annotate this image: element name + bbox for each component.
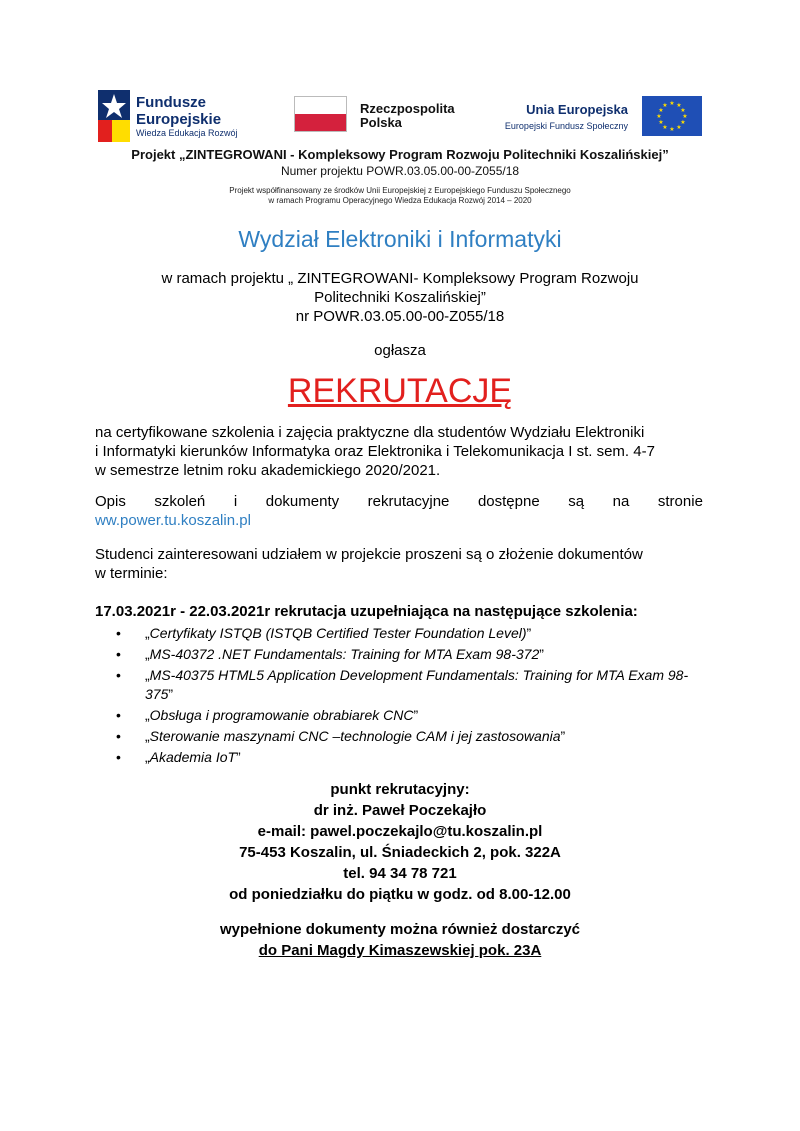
svg-text:★: ★ bbox=[676, 124, 682, 131]
documents-info bbox=[95, 492, 703, 530]
list-item: • „Obsługa i programowanie obrabiarek CNC” bbox=[116, 707, 419, 723]
unia-europejska-logo bbox=[504, 96, 702, 136]
recruitment-headline: REKRUTACJĘ bbox=[287, 372, 513, 410]
contact-person: dr inż. Paweł Poczekajło bbox=[313, 802, 487, 819]
description-line: w semestrze letnim roku akademickiego 2020/2021. bbox=[95, 462, 441, 479]
contact-heading: punkt rekrutacyjny: bbox=[330, 781, 470, 798]
submission-request: Studenci zainteresowani udziałem w projekcie proszeni są o złożenie dokumentów w terminie: bbox=[95, 546, 643, 582]
announces-text: ogłasza bbox=[374, 342, 426, 359]
svg-text:★: ★ bbox=[656, 113, 662, 120]
fe-logo-tagline: Wiedza Edukacja Rozwój bbox=[136, 128, 238, 138]
list-item: • „MS-40372 .NET Fundamentals: Training for MTA Exam 98-372” bbox=[116, 646, 544, 662]
faculty-title: Wydział Elektroniki i Informatyki bbox=[238, 226, 562, 252]
svg-text:★: ★ bbox=[682, 113, 688, 120]
rzeczpospolita-logo bbox=[294, 96, 464, 136]
recruitment-contact bbox=[0, 779, 800, 905]
svg-text:★: ★ bbox=[676, 102, 682, 109]
project-intro: w ramach projektu „ ZINTEGROWANI- Kompleksowy Program Rozwoju Politechniki Koszalińskiej” nr POWR.03.05.00-00-Z055/18 bbox=[161, 270, 639, 325]
fe-logo-name: Fundusze Europejskie bbox=[136, 94, 222, 128]
course-list bbox=[116, 624, 706, 769]
svg-text:★: ★ bbox=[680, 107, 686, 114]
svg-text:★: ★ bbox=[669, 126, 675, 133]
rp-logo-name: Rzeczpospolita Polska bbox=[360, 101, 455, 130]
project-number: Numer projektu POWR.03.05.00-00-Z055/18 bbox=[280, 164, 520, 178]
documents-delivery-note: wypełnione dokumenty można również dostarczyć do Pani Magdy Kimaszewskiej pok. 23A bbox=[219, 921, 581, 959]
project-website-link[interactable]: ww.power.tu.koszalin.pl bbox=[95, 512, 251, 529]
ue-logo-fund: Europejski Fundusz Społeczny bbox=[504, 121, 628, 131]
project-title: Projekt „ZINTEGROWANI - Kompleksowy Program Rozwoju Politechniki Koszalińskiej” bbox=[131, 147, 669, 162]
ue-logo-name: Unia Europejska bbox=[526, 102, 628, 117]
list-item: • „Sterowanie maszynami CNC –technologie CAM i jej zastosowania” bbox=[116, 728, 566, 744]
svg-text:★: ★ bbox=[662, 124, 668, 131]
svg-text:★: ★ bbox=[669, 100, 675, 107]
eu-flag-icon bbox=[642, 96, 702, 136]
contact-phone: tel. 94 34 78 721 bbox=[343, 865, 457, 882]
logo-bar bbox=[98, 88, 702, 144]
description-line: na certyfikowane szkolenia i zajęcia praktyczne dla studentów Wydziału Elektroniki bbox=[95, 424, 645, 441]
contact-hours: od poniedziałku do piątku w godz. od 8.00-12.00 bbox=[229, 886, 571, 903]
documents-info-line: Opis szkoleń i dokumenty rekrutacyjne dostępne są na stronie bbox=[95, 493, 703, 510]
list-item: • „Akademia IoT” bbox=[116, 749, 241, 765]
poland-flag-icon bbox=[294, 96, 347, 132]
svg-text:★: ★ bbox=[658, 119, 664, 126]
cofinancing-note: Projekt współfinansowany ze środków Unii Europejskiej z Europejskiego Funduszu Społecznego w ramach Programu Operacyjnego Wiedza Edukacja Rozwój 2014 – 2020 bbox=[229, 186, 571, 205]
contact-email[interactable]: e-mail: pawel.poczekajlo@tu.koszalin.pl bbox=[257, 823, 543, 840]
fe-star-icon bbox=[98, 90, 130, 142]
list-item: • „MS-40375 HTML5 Application Development Fundamentals: Training for MTA Exam 98-375” bbox=[116, 667, 689, 702]
svg-text:★: ★ bbox=[662, 102, 668, 109]
training-description bbox=[95, 423, 703, 480]
list-item: • „Certyfikaty ISTQB (ISTQB Certified Tester Foundation Level)” bbox=[116, 625, 532, 641]
svg-text:★: ★ bbox=[658, 107, 664, 114]
description-line: i Informatyki kierunków Informatyka oraz Elektronika i Telekomunikacja I st. sem. 4-7 bbox=[95, 443, 655, 460]
fundusze-europejskie-logo bbox=[98, 88, 278, 144]
recruitment-deadline: 17.03.2021r - 22.03.2021r rekrutacja uzupełniająca na następujące szkolenia: bbox=[95, 603, 638, 620]
svg-text:★: ★ bbox=[680, 119, 686, 126]
contact-address: 75-453 Koszalin, ul. Śniadeckich 2, pok. 322A bbox=[239, 844, 561, 861]
